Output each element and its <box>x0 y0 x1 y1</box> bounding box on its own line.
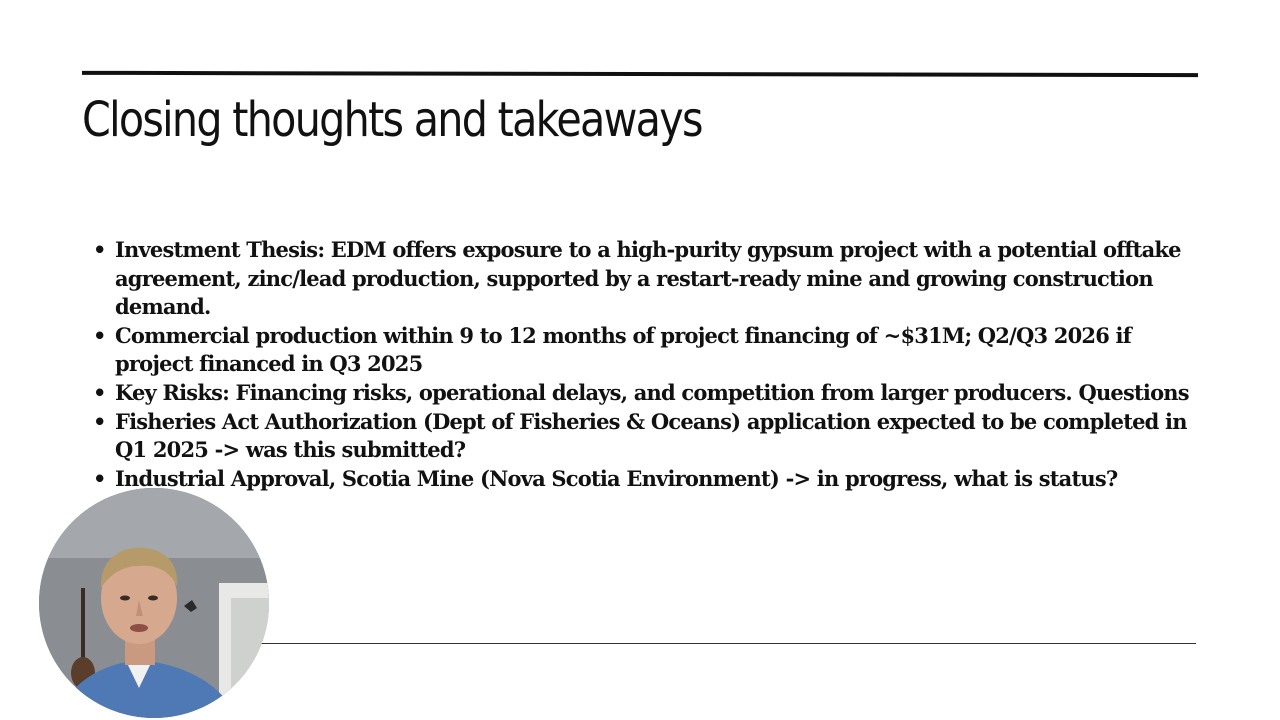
bullet-icon: • <box>93 466 106 491</box>
bullet-text: Fisheries Act Authorization (Dept of Fisheries & Oceans) application expected to be completed in Q1 2025 -> was this submitted? <box>115 408 1187 463</box>
top-rule-divider <box>82 71 1198 77</box>
bullet-text: Commercial production within 9 to 12 months of project financing of ~$31M; Q2/Q3 2026 if project financed in Q3 2025 <box>115 322 1131 377</box>
bullet-icon: • <box>93 323 106 348</box>
bullet-icon: • <box>93 238 106 262</box>
bullet-item <box>93 465 1191 494</box>
bullet-item <box>93 236 1191 322</box>
bullet-item <box>93 322 1191 379</box>
bullet-item <box>93 408 1191 465</box>
slide-title: Closing thoughts and takeaways <box>82 92 702 148</box>
presenter-video-icon <box>39 488 269 718</box>
bullet-item <box>93 379 1191 408</box>
bullet-list <box>93 236 1191 493</box>
presenter-webcam-overlay[interactable] <box>39 488 269 718</box>
bullet-icon: • <box>93 409 106 434</box>
bullet-icon: • <box>93 380 106 405</box>
bullet-text: Industrial Approval, Scotia Mine (Nova Scotia Environment) -> in progress, what is status? <box>115 465 1118 491</box>
bullet-text: Key Risks: Financing risks, operational delays, and competition from larger producers. Questions <box>115 379 1189 405</box>
bullet-text: Investment Thesis: EDM offers exposure to a high-purity gypsum project with a potential offtake agreement, zinc/lead production, supported by a restart-ready mine and growing construction demand. <box>115 237 1181 320</box>
